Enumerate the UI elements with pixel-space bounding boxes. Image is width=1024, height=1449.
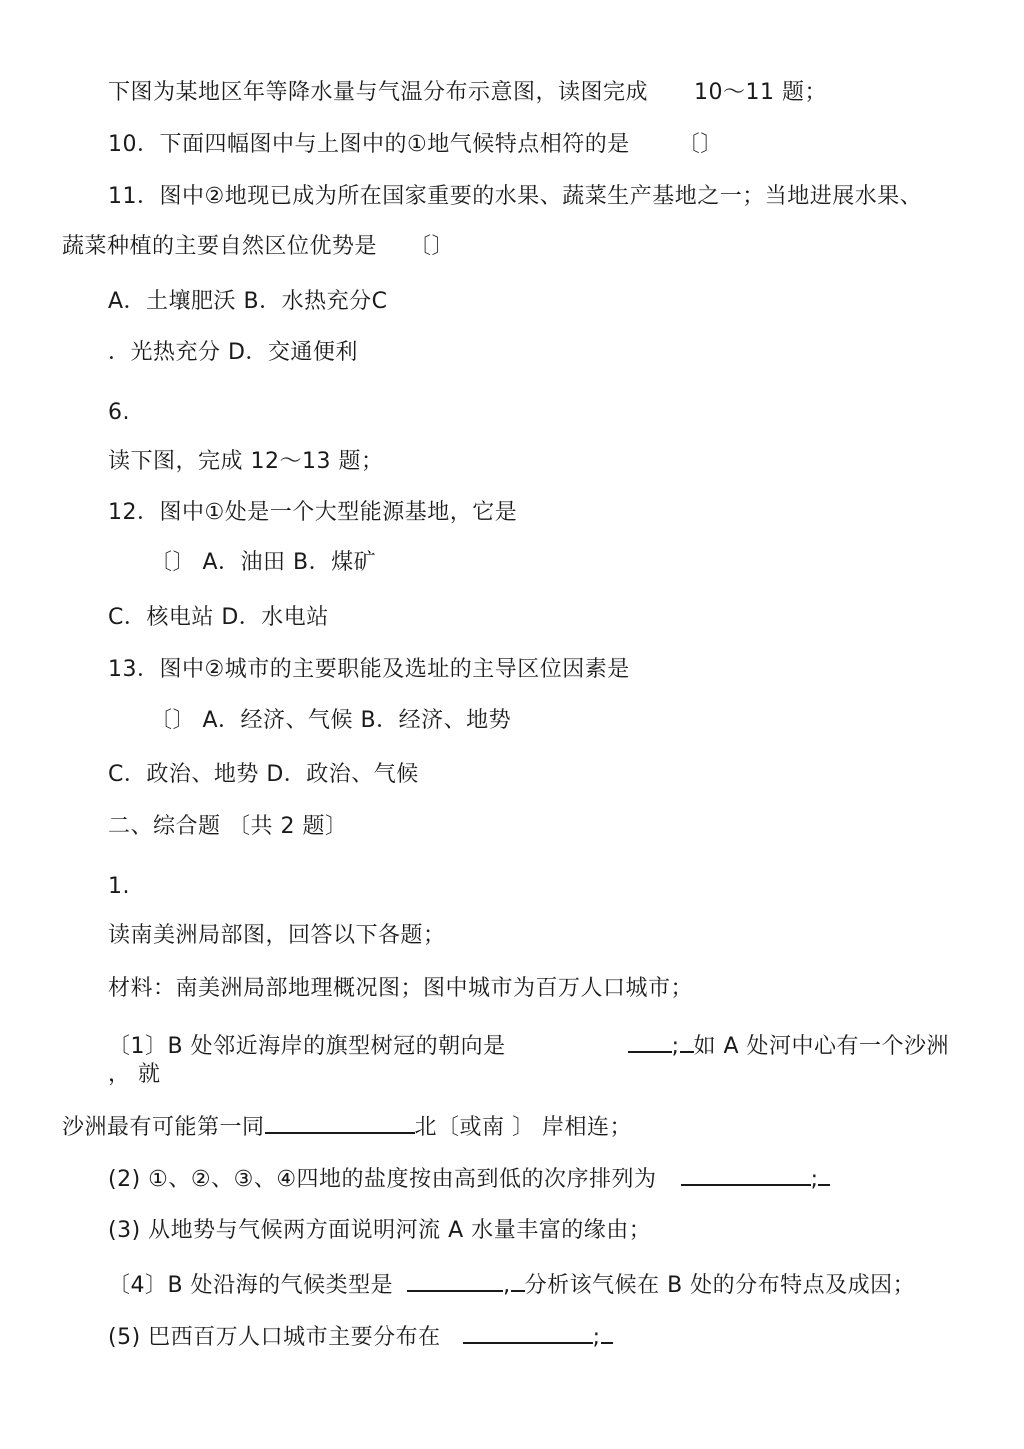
answer-blank-1b[interactable]: [265, 1110, 415, 1134]
intro-line-q12-13: 读下图，完成 12～13 题；: [108, 449, 384, 474]
options-12-ab: 〔〕 A．油田 B．煤矿: [150, 550, 377, 575]
intro-text: 下图为某地区年等降水量与气温分布示意图，读图完成: [108, 80, 649, 105]
sub-question-1-line2-text: 沙洲最有可能第一同: [62, 1115, 265, 1140]
intro-line-q10-11: [108, 78, 827, 108]
sub-question-5: [108, 1320, 613, 1353]
sub-question-1-line2: [62, 1110, 632, 1143]
punct: ;: [671, 1034, 680, 1059]
answer-blank-4[interactable]: [407, 1268, 503, 1292]
sub-question-1-text: 〔1〕B 处邻近海岸的旗型树冠的朝向是: [108, 1034, 506, 1059]
question-range: 10～11 题；: [694, 80, 827, 105]
question-12: 12．图中①处是一个大型能源基地，它是: [108, 500, 518, 525]
options-11-cd: ．光热充分 D．交通便利: [108, 340, 358, 365]
sub-question-1: [108, 1029, 949, 1062]
sub-question-5-text: (5) 巴西百万人口城市主要分布在: [108, 1325, 441, 1350]
answer-bracket: 〔〕: [409, 234, 455, 259]
question-11-cont-text: 蔬菜种植的主要自然区位优势是: [62, 234, 378, 259]
sub-question-4: [108, 1268, 915, 1301]
instruction-text: 读南美洲局部图，回答以下各题；: [108, 923, 446, 948]
answer-blank-2-tail[interactable]: [818, 1162, 830, 1186]
options-13-cd: C．政治、地势 D．政治、气候: [108, 762, 419, 787]
sub-question-1-line2-end: 北〔或南 〕 岸相连；: [414, 1115, 633, 1140]
material-text: 材料：南美洲局部地理概况图；图中城市为百万人口城市；: [108, 976, 694, 1001]
question-13: 13．图中②城市的主要职能及选址的主导区位因素是: [108, 657, 630, 682]
punct: ;: [810, 1167, 819, 1192]
sub-question-1-cont: 如 A 处河中心有一个沙洲: [693, 1034, 950, 1059]
item-number-1: 1.: [108, 874, 130, 899]
options-12-cd: C．核电站 D．水电站: [108, 605, 329, 630]
sub-question-4-text: 〔4〕B 处沿海的气候类型是: [108, 1273, 394, 1298]
sub-question-4-cont: 分析该气候在 B 处的分布特点及成因；: [524, 1273, 916, 1298]
sub-question-3: (3) 从地势与气候两方面说明河流 A 水量丰富的缘由；: [108, 1218, 652, 1243]
sub-question-2-text: (2) ①、②、③、④四地的盐度按由高到低的次序排列为: [108, 1167, 657, 1192]
question-10-text: 10．下面四幅图中与上图中的①地气候特点相符的是: [108, 132, 630, 157]
sub-question-1-wrap: ， 就: [108, 1062, 161, 1087]
answer-bracket: 〔〕: [677, 132, 723, 157]
section-number-6: 6.: [108, 400, 130, 425]
answer-blank-1a[interactable]: [628, 1029, 672, 1053]
options-13-ab: 〔〕 A．经济、气候 B．经济、地势: [150, 708, 512, 733]
sub-question-2: [108, 1162, 830, 1195]
question-11: 11．图中②地现已成为所在国家重要的水果、蔬菜生产基地之一；当地进展水果、: [108, 184, 923, 209]
options-11-ab: A．土壤肥沃 B．水热充分C: [108, 289, 388, 314]
question-11-cont: [62, 232, 454, 262]
answer-blank-2[interactable]: [681, 1162, 811, 1186]
answer-blank-5-tail[interactable]: [601, 1320, 613, 1344]
answer-blank-5[interactable]: [463, 1320, 593, 1344]
punct: ;: [592, 1325, 601, 1350]
answer-blank-4-tail[interactable]: [511, 1268, 525, 1292]
answer-blank-1a-tail[interactable]: [680, 1029, 694, 1053]
section-heading-comprehensive: 二、综合题 〔共 2 题〕: [108, 814, 348, 839]
punct: ,: [503, 1273, 511, 1298]
question-10: [108, 130, 723, 160]
